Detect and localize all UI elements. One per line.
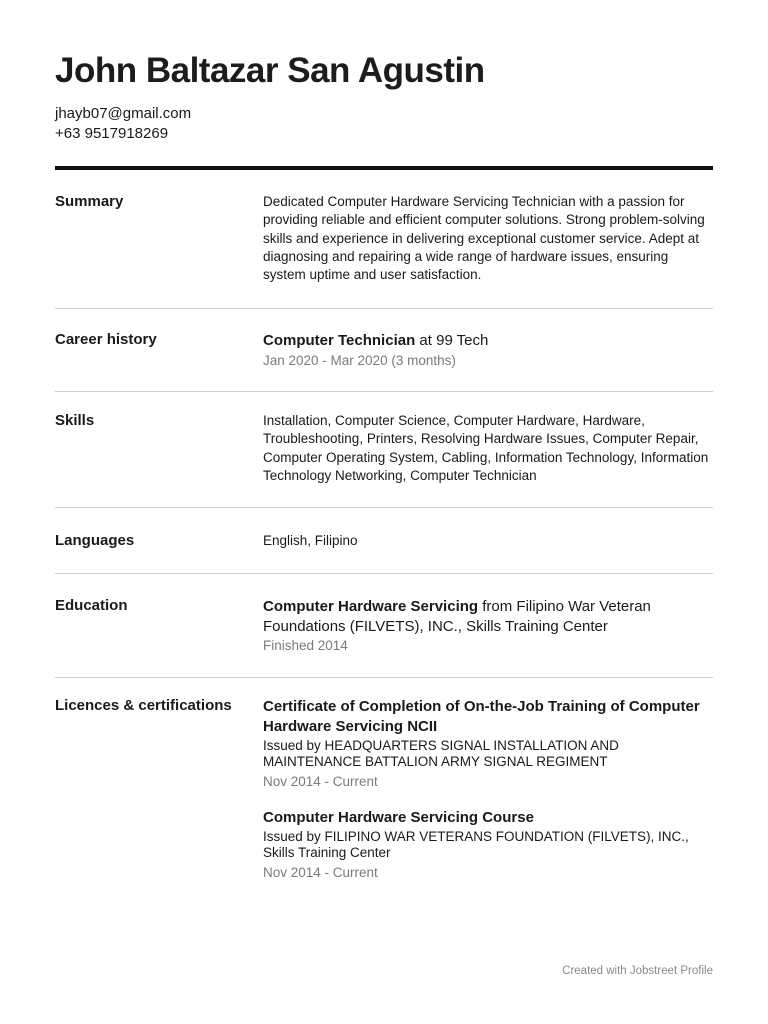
skills-label: Skills: [55, 412, 95, 429]
education-course: Computer Hardware Servicing: [263, 598, 479, 615]
section-divider: [55, 391, 713, 392]
summary-label: Summary: [55, 193, 124, 210]
skills-text: Installation, Computer Science, Computer Hardware, Hardware, Troubleshooting, Printers, Resolving Hardware Issues, Computer Repair, Computer Operating System, Cabling, Information Technology, Information Technology Networking, Computer Technician: [263, 413, 709, 483]
job-entry: [263, 331, 713, 351]
footer-credit: Created with Jobstreet Profile: [562, 965, 713, 977]
job-dates: Jan 2020 - Mar 2020 (3 months): [263, 353, 456, 368]
certificate-entry: [263, 808, 713, 882]
languages-text: English, Filipino: [263, 533, 358, 548]
header-divider: [55, 166, 713, 170]
summary-text: Dedicated Computer Hardware Servicing Technician with a passion for providing reliable and efficient computer solutions. Strong problem-solving skills and experience in delivering exceptional customer service. Adept at diagnosing and repairing a wide range of hardware issues, ensuring system uptime and user satisfaction.: [263, 194, 705, 283]
certificate-title: Certificate of Completion of On-the-Job Training of Computer Hardware Servicing NCII: [263, 698, 700, 735]
candidate-name: John Baltazar San Agustin: [55, 51, 485, 90]
education-label: Education: [55, 597, 128, 614]
phone-number[interactable]: +63 9517918269: [55, 125, 169, 142]
certificate-title: Computer Hardware Servicing Course: [263, 809, 534, 826]
education-institution: from Filipino War Veteran Foundations (FILVETS), INC., Skills Training Center: [263, 598, 651, 635]
section-divider: [55, 507, 713, 508]
languages-label: Languages: [55, 532, 135, 549]
education-entry: [263, 597, 713, 637]
section-divider: [55, 573, 713, 574]
certificate-entry: [263, 697, 713, 791]
certificate-dates: Nov 2014 - Current: [263, 774, 378, 789]
education-status: Finished 2014: [263, 638, 348, 653]
email-address[interactable]: jhayb07@gmail.com: [55, 105, 192, 122]
section-divider: [55, 308, 713, 309]
contact-block: [55, 104, 191, 144]
licences-label: Licences & certifications: [55, 697, 232, 714]
job-role: Computer Technician: [263, 332, 416, 349]
certificate-dates: Nov 2014 - Current: [263, 865, 378, 880]
certificate-issuer: Issued by FILIPINO WAR VETERANS FOUNDATION (FILVETS), INC., Skills Training Center: [263, 829, 689, 860]
section-divider: [55, 677, 713, 678]
career-label: Career history: [55, 331, 157, 348]
certificate-issuer: Issued by HEADQUARTERS SIGNAL INSTALLATION AND MAINTENANCE BATTALION ARMY SIGNAL REGIMENT: [263, 738, 619, 769]
job-company: at 99 Tech: [419, 332, 489, 349]
